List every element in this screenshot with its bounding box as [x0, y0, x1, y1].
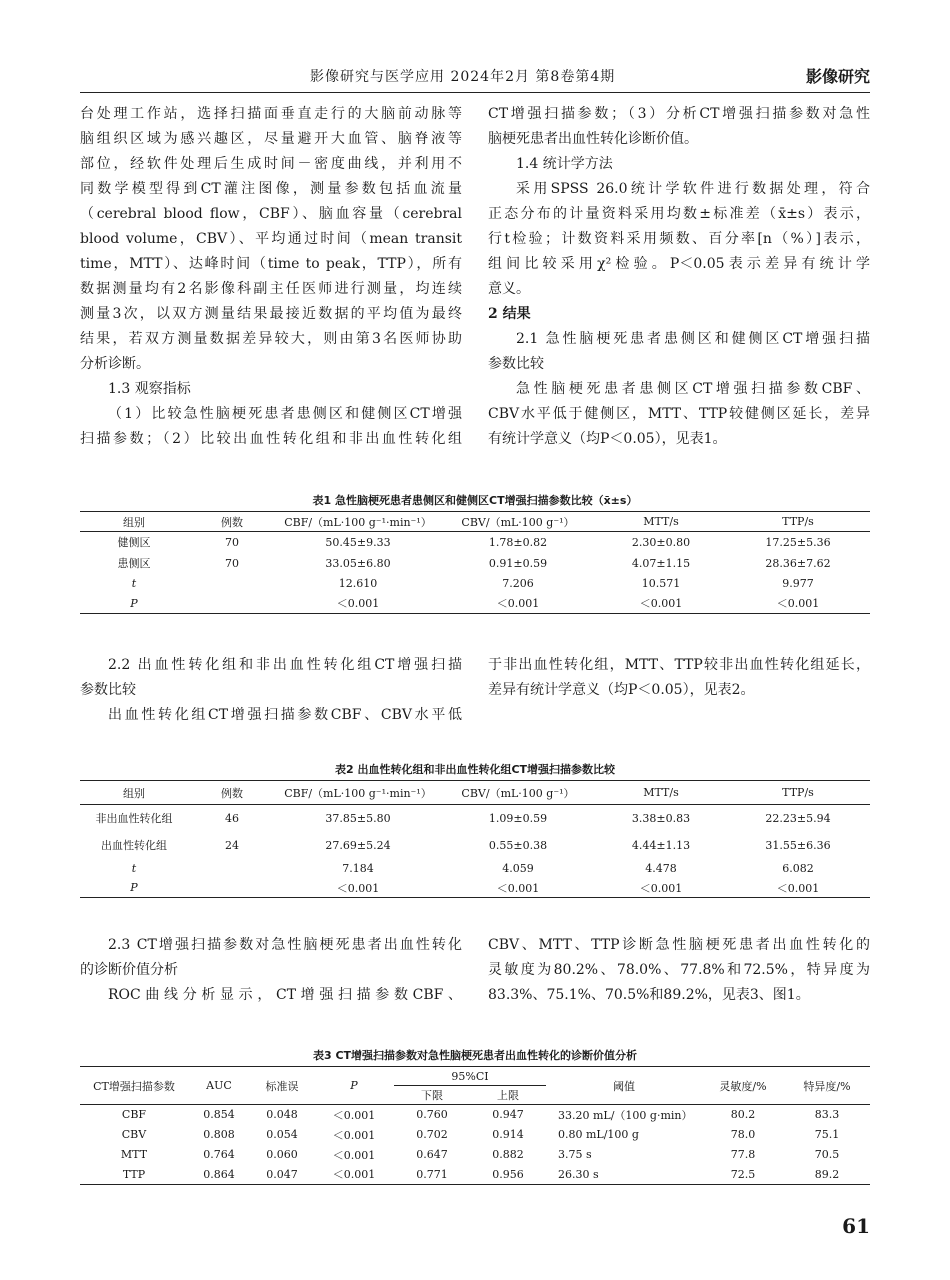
- section-heading-2-1: 参数比较: [488, 356, 544, 372]
- table2-header: TTP/s: [726, 781, 870, 805]
- table-cell: ＜0.001: [726, 879, 870, 898]
- body-line: 测量3次，以双方测量结果最接近数据的平均值为最终: [80, 306, 462, 322]
- body-line: 脑梗死患者出血性转化诊断价值。: [488, 131, 698, 147]
- table-cell: 70: [225, 556, 239, 570]
- page-number: 61: [842, 1214, 870, 1238]
- table-row: [80, 1105, 870, 1125]
- table-cell: ＜0.001: [276, 879, 440, 898]
- table-row: [80, 1125, 870, 1145]
- table3-header: 阈值: [546, 1067, 702, 1105]
- table-cell: ＜0.001: [440, 594, 596, 614]
- table-cell: 6.082: [782, 862, 814, 875]
- table-cell: 0.808: [203, 1128, 235, 1141]
- table-cell: 37.85±5.80: [325, 811, 391, 825]
- section-heading-2-2: 参数比较: [80, 682, 136, 698]
- table-cell: ＜0.001: [332, 1108, 376, 1122]
- table-cell: 70.5: [814, 1148, 840, 1161]
- table-cell: 50.45±9.33: [325, 535, 391, 549]
- table3-header: P: [314, 1067, 394, 1105]
- table2-header: CBF/（mL·100 g⁻¹·min⁻¹）: [276, 781, 440, 805]
- table-cell: 70: [225, 535, 239, 549]
- table-cell: 非出血性转化组: [95, 812, 173, 826]
- section-heading-2: 2 结果: [488, 306, 531, 322]
- table-cell: 4.478: [645, 862, 677, 875]
- table-cell: 0.702: [416, 1128, 448, 1141]
- table-cell: 9.977: [782, 577, 814, 590]
- table-cell: 0.760: [416, 1108, 448, 1122]
- table-cell: 2.30±0.80: [631, 535, 691, 549]
- body-line: 差异有统计学意义（均P＜0.05），见表2。: [488, 682, 755, 698]
- table-cell: ＜0.001: [332, 1148, 376, 1162]
- table-cell: 22.23±5.94: [765, 811, 831, 825]
- body-line: 组间比较采用χ²检验。P＜0.05表示差异有统计学: [488, 256, 870, 272]
- table-cell: 4.059: [502, 862, 534, 875]
- table3: [80, 1066, 870, 1185]
- body-line: 分析诊断。: [80, 356, 150, 372]
- table-row: [80, 574, 870, 594]
- table-cell: ＜0.001: [596, 879, 726, 898]
- section-heading-2-3: 2.3 CT增强扫描参数对急性脑梗死患者出血性转化: [108, 937, 462, 953]
- table1-header: MTT/s: [596, 512, 726, 532]
- table-cell: 0.914: [492, 1128, 524, 1141]
- table-cell: 0.854: [203, 1108, 235, 1122]
- table2-caption: 表2 出血性转化组和非出血性转化组CT增强扫描参数比较: [334, 763, 616, 776]
- body-line: 部位，经软件处理后生成时间－密度曲线，并利用不: [80, 156, 462, 172]
- table-cell: 3.75 s: [558, 1148, 592, 1161]
- table-cell: 0.80 mL/100 g: [558, 1128, 639, 1141]
- body-line: 行t检验；计数资料采用频数、百分率[n（%）]表示，: [488, 231, 870, 247]
- table-cell: 33.05±6.80: [325, 556, 391, 570]
- table1-header: CBV/（mL·100 g⁻¹）: [440, 512, 596, 532]
- body-line: time，MTT）、达峰时间（time to peak，TTP），所有: [80, 256, 462, 272]
- left-column-top: [80, 102, 462, 452]
- table3-header: 上限: [470, 1086, 546, 1105]
- section-heading-2-3: 的诊断价值分析: [80, 962, 178, 978]
- body-line: 出血性转化组CT增强扫描参数CBF、CBV水平低: [108, 707, 462, 723]
- table-cell: 4.44±1.13: [631, 838, 691, 852]
- table-cell: ＜0.001: [332, 1128, 376, 1142]
- body-line: 83.3%、75.1%、70.5%和89.2%，见表3、图1。: [488, 987, 810, 1003]
- table-cell: CBF: [121, 1108, 147, 1122]
- body-line: 正态分布的计量资料采用均数±标准差（x̄±s）表示，: [488, 206, 870, 222]
- table-cell: 78.0: [730, 1128, 756, 1141]
- body-line: CBV水平低于健侧区，MTT、TTP较健侧区延长，差异: [488, 406, 870, 422]
- running-header: [80, 66, 870, 92]
- table-row: [80, 832, 870, 859]
- left-column-2-3: [80, 933, 462, 1008]
- table3-header: AUC: [188, 1067, 250, 1105]
- journal-info: 影像研究与医学应用 2024年2月 第8卷第4期: [310, 69, 616, 85]
- body-line: 同数学模型得到CT灌注图像，测量参数包括血流量: [80, 181, 462, 197]
- table-cell: 0.764: [203, 1148, 235, 1161]
- table-cell: P: [80, 594, 188, 614]
- table3-header: 灵敏度/%: [702, 1067, 784, 1105]
- table-cell: TTP: [80, 1165, 188, 1185]
- table-cell: 12.610: [338, 577, 378, 590]
- table-cell: [188, 859, 276, 879]
- table-cell: 31.55±6.36: [765, 838, 831, 852]
- table-cell: ＜0.001: [726, 594, 870, 614]
- left-column-2-2: [80, 653, 462, 728]
- table-cell: 46: [225, 811, 239, 825]
- section-heading-1-3: 1.3 观察指标: [108, 381, 191, 397]
- table1: [80, 511, 870, 614]
- table-row: [80, 859, 870, 879]
- table-cell: 75.1: [814, 1128, 840, 1141]
- section-heading-2-2: 2.2 出血性转化组和非出血性转化组CT增强扫描: [108, 657, 462, 673]
- right-column-2-2: [488, 653, 870, 703]
- table-cell: P: [80, 879, 188, 898]
- table1-header: CBF/（mL·100 g⁻¹·min⁻¹）: [276, 512, 440, 532]
- body-line: ROC曲线分析显示，CT增强扫描参数CBF、: [108, 987, 462, 1003]
- body-line: （1）比较急性脑梗死患者患侧区和健侧区CT增强: [108, 406, 462, 422]
- table-cell: [188, 594, 276, 614]
- table-cell: 0.647: [416, 1148, 448, 1161]
- table-cell: 3.38±0.83: [631, 811, 691, 825]
- table-cell: MTT: [120, 1148, 148, 1161]
- section-heading-2-1: 2.1 急性脑梗死患者患侧区和健侧区CT增强扫描: [516, 331, 870, 347]
- right-column-2-3: [488, 933, 870, 1008]
- table-cell: 1.78±0.82: [488, 535, 548, 549]
- table-row: [80, 1145, 870, 1165]
- table-cell: t: [131, 862, 137, 875]
- table-cell: ＜0.001: [440, 879, 596, 898]
- body-line: 意义。: [488, 281, 530, 297]
- table-cell: 26.30 s: [546, 1165, 702, 1185]
- table-cell: [188, 574, 276, 594]
- table-cell: 7.184: [342, 862, 374, 875]
- body-line: 数据测量均有2名影像科副主任医师进行测量，均连续: [80, 281, 462, 297]
- table-cell: ＜0.001: [276, 594, 440, 614]
- table1-caption: 表1 急性脑梗死患者患侧区和健侧区CT增强扫描参数比较（x̄±s）: [312, 494, 638, 507]
- right-column-top: [488, 102, 870, 452]
- body-line: 有统计学意义（均P＜0.05），见表1。: [488, 431, 727, 447]
- table3-header-ci: 95%CI: [394, 1067, 546, 1086]
- table2-header: 组别: [80, 781, 188, 805]
- table-cell: 17.25±5.36: [765, 535, 831, 549]
- table2-header: 例数: [188, 781, 276, 805]
- table-cell: 72.5: [702, 1165, 784, 1185]
- table-row: [80, 805, 870, 832]
- table-cell: 24: [225, 838, 239, 852]
- table-cell: ＜0.001: [596, 594, 726, 614]
- table-cell: 0.947: [492, 1108, 524, 1122]
- body-line: 采用SPSS 26.0统计学软件进行数据处理，符合: [516, 181, 870, 197]
- table-row: [80, 879, 870, 898]
- table-cell: 0.054: [266, 1128, 298, 1141]
- body-line: 扫描参数；（2）比较出血性转化组和非出血性转化组: [80, 431, 462, 447]
- table-cell: 0.91±0.59: [488, 556, 548, 570]
- table-cell: 4.07±1.15: [631, 556, 691, 570]
- table-cell: ＜0.001: [314, 1165, 394, 1185]
- table-cell: 80.2: [730, 1108, 756, 1122]
- body-line: 台处理工作站，选择扫描面垂直走行的大脑前动脉等: [80, 106, 462, 122]
- table-cell: 0.55±0.38: [488, 838, 548, 852]
- table-cell: 10.571: [641, 577, 681, 590]
- body-line: blood volume，CBV）、平均通过时间（mean transit: [80, 231, 462, 247]
- table3-header: CT增强扫描参数: [80, 1067, 188, 1105]
- section-label: 影像研究: [805, 67, 870, 86]
- table1-header: TTP/s: [726, 512, 870, 532]
- table1-header: 例数: [188, 512, 276, 532]
- table-cell: 0.956: [470, 1165, 546, 1185]
- section-heading-1-4: 1.4 统计学方法: [516, 156, 613, 172]
- table1-header: 组别: [80, 512, 188, 532]
- table-cell: 1.09±0.59: [488, 811, 548, 825]
- table-cell: 27.69±5.24: [325, 838, 391, 852]
- body-line: （cerebral blood flow，CBF）、脑血容量（cerebral: [80, 206, 462, 222]
- table-row: [80, 1165, 870, 1185]
- table2-header: MTT/s: [596, 781, 726, 805]
- body-line: CBV、MTT、TTP诊断急性脑梗死患者出血性转化的: [488, 937, 870, 953]
- table3-header: 特异度/%: [784, 1067, 870, 1105]
- table-row: [80, 594, 870, 614]
- table-row: [80, 532, 870, 553]
- body-line: 灵敏度为80.2%、78.0%、77.8%和72.5%，特异度为: [488, 962, 870, 978]
- body-line: CT增强扫描参数；（3）分析CT增强扫描参数对急性: [488, 106, 870, 122]
- table-cell: 0.771: [394, 1165, 470, 1185]
- table-cell: 患侧区: [117, 557, 151, 570]
- table-cell: 7.206: [502, 577, 534, 590]
- table-cell: 28.36±7.62: [765, 556, 831, 570]
- table-cell: t: [131, 577, 137, 590]
- table2: [80, 780, 870, 898]
- table-cell: [188, 879, 276, 898]
- table-cell: 健侧区: [117, 536, 151, 550]
- table2-header: CBV/（mL·100 g⁻¹）: [440, 781, 596, 805]
- table-cell: 0.864: [188, 1165, 250, 1185]
- body-line: 急性脑梗死患者患侧区CT增强扫描参数CBF、: [516, 381, 870, 397]
- table-cell: 0.048: [266, 1108, 298, 1122]
- table3-header: 标准误: [250, 1067, 314, 1105]
- table-cell: 77.8: [730, 1148, 756, 1161]
- table-cell: 出血性转化组: [101, 839, 167, 852]
- body-line: 脑组织区域为感兴趣区，尽量避开大血管、脑脊液等: [80, 131, 462, 147]
- table-cell: 0.060: [266, 1148, 298, 1161]
- body-line: 于非出血性转化组，MTT、TTP较非出血性转化组延长，: [488, 657, 870, 673]
- body-line: 结果，若双方测量数据差异较大，则由第3名医师协助: [80, 331, 462, 347]
- table-row: [80, 553, 870, 574]
- table-cell: 33.20 mL/（100 g·min）: [558, 1108, 693, 1122]
- header-rule: [80, 92, 870, 93]
- table3-header: 下限: [394, 1086, 470, 1105]
- table-cell: 0.047: [250, 1165, 314, 1185]
- table-cell: CBV: [121, 1128, 147, 1141]
- table3-caption: 表3 CT增强扫描参数对急性脑梗死患者出血性转化的诊断价值分析: [312, 1049, 638, 1062]
- table-cell: 83.3: [814, 1108, 840, 1122]
- table-cell: 0.882: [492, 1148, 524, 1161]
- table-cell: 89.2: [784, 1165, 870, 1185]
